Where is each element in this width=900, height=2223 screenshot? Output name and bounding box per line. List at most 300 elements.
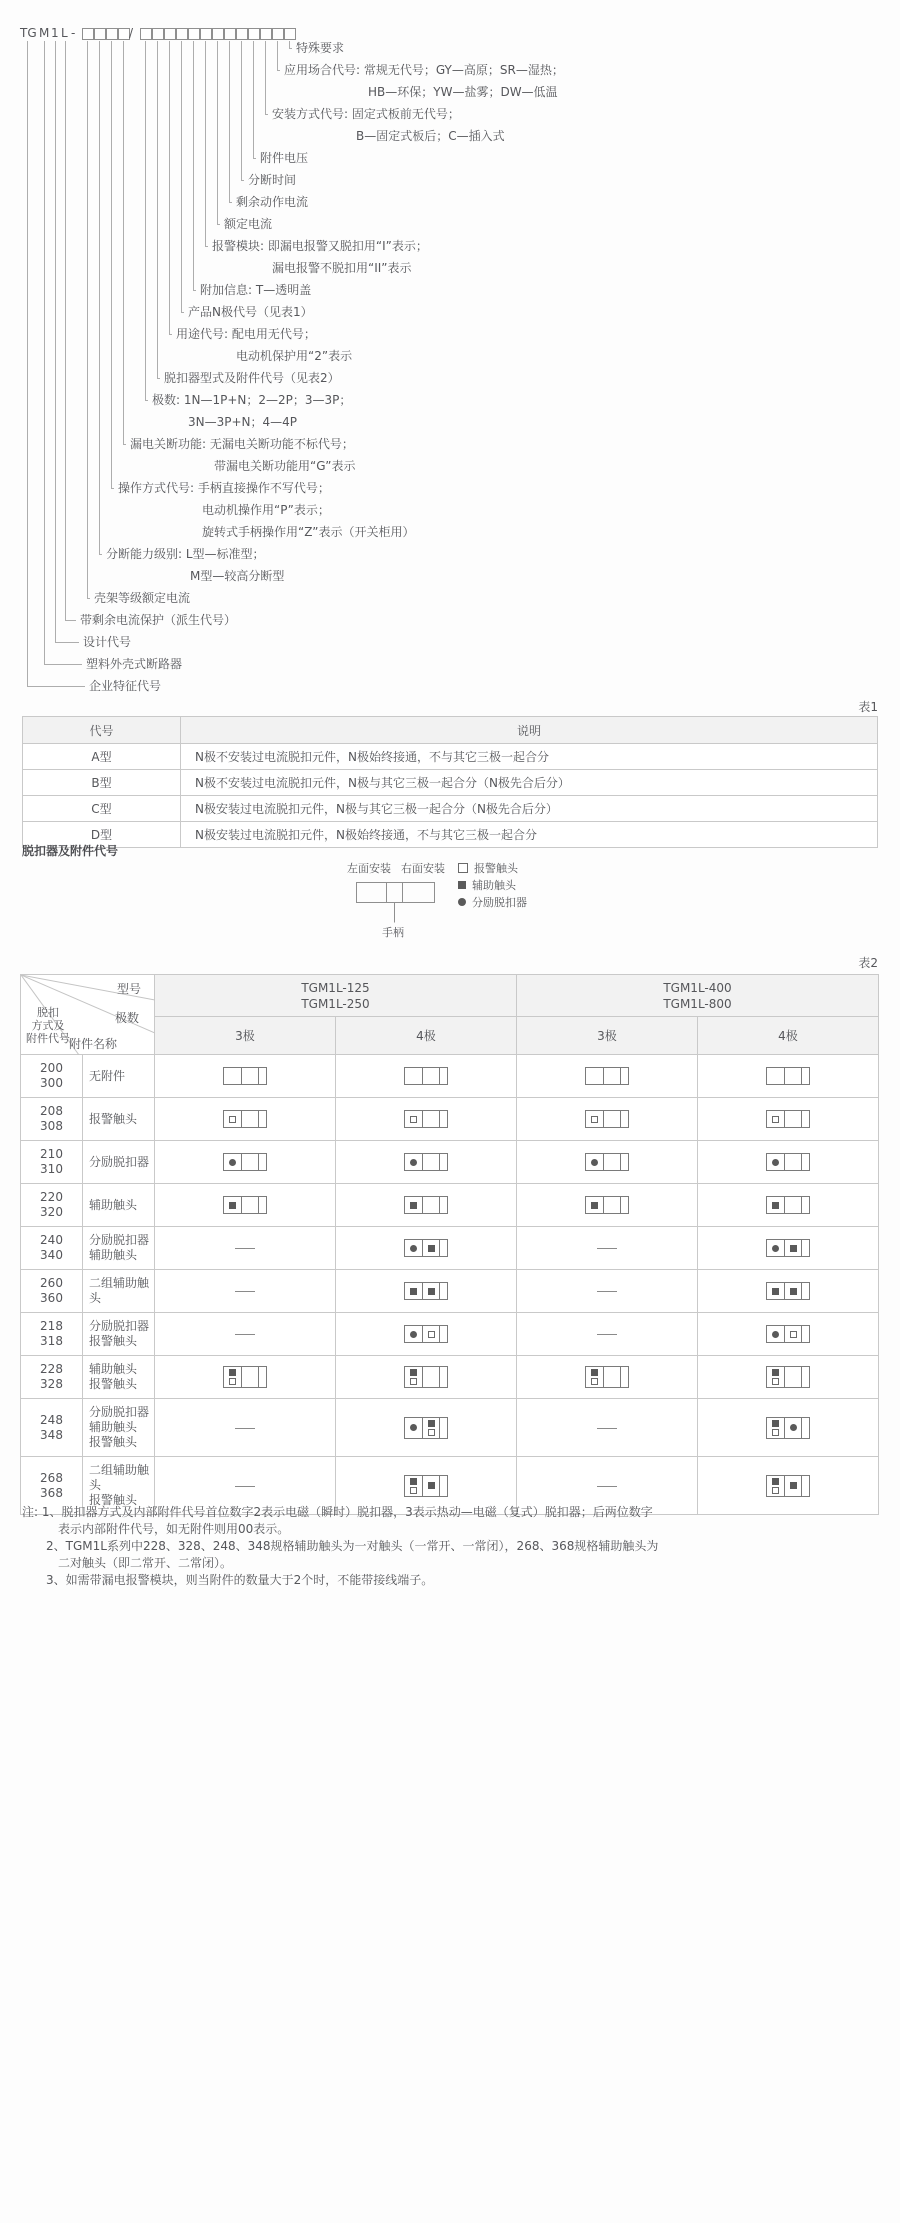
configuration-cell [336,1184,517,1227]
accessory-slot [767,1476,784,1496]
alarm-contact-mark [591,1378,598,1385]
alarm-contact-mark [790,1331,797,1338]
trip-accessory-codes: 220 320 [21,1184,83,1227]
prefix-symbol-1: 1 [51,26,59,40]
designation-label-special-requirements: 特殊要求 [296,41,345,55]
accessory-slot [405,1476,422,1496]
table2-row-200 [21,1055,879,1098]
shunt-release-mark [229,1159,236,1166]
pole-type-code: A型 [23,744,181,770]
handle-slot [439,1068,447,1084]
handle-slot [620,1154,628,1170]
handle-slot [801,1240,809,1256]
accessory-slot [767,1240,784,1256]
breaker-accessory-icon [766,1196,810,1214]
configuration-cell [155,1270,336,1313]
accessory-slot [422,1418,439,1438]
connector-line-additional-info [194,41,197,291]
accessory-slot [603,1367,620,1387]
accessory-slot [784,1326,801,1342]
handle-label: 手柄 [382,926,404,939]
breaker-accessory-icon [404,1325,448,1343]
breaker-accessory-icon [223,1366,267,1388]
aux-contact-mark [772,1369,779,1376]
accessory-slot [767,1283,784,1299]
accessory-slot [784,1476,801,1496]
handle-slot [439,1197,447,1213]
designation-label-release-type-code: 脱扣器型式及附件代号（见表2） [164,371,340,385]
accessory-slot [784,1197,801,1213]
alarm-contact-mark [229,1116,236,1123]
accessory-slot [422,1197,439,1213]
accessory-slot [422,1240,439,1256]
pole-type-code: C型 [23,796,181,822]
configuration-cell [517,1313,698,1356]
legend-label: 分励脱扣器 [472,895,527,909]
table2-row-208 [21,1098,879,1141]
configuration-cell [517,1399,698,1457]
handle-slot [801,1154,809,1170]
not-available-dash [235,1291,255,1292]
table1-row-D型 [23,822,878,848]
breaker-accessory-icon [766,1282,810,1300]
handle-drawing [348,878,444,928]
breaker-accessory-icon [766,1475,810,1497]
accessory-slot [241,1111,258,1127]
alarm-contact-mark [410,1378,417,1385]
code-box [140,28,152,40]
configuration-cell [336,1098,517,1141]
configuration-cell [336,1055,517,1098]
configuration-cell [517,1356,698,1399]
aux-contact-mark [428,1420,435,1427]
accessory-slot [422,1326,439,1342]
code-box [284,28,296,40]
designation-label-breaking-time: 分断时间 [248,173,297,187]
accessory-slot [586,1068,603,1084]
alarm-contact-mark [591,1116,598,1123]
pole-type-description: N极不安装过电流脱扣元件，N极与其它三极一起合分（N极先合后分） [181,770,878,796]
code-box [260,28,272,40]
table1-caption: 表1 [858,700,878,714]
table2-model-header-row [21,975,879,1017]
accessory-name: 辅助触头 [83,1184,155,1227]
code-box [212,28,224,40]
breaker-accessory-icon [404,1067,448,1085]
left-install-label: 左面安装 [347,862,391,875]
accessory-slot [784,1240,801,1256]
n-pole-type-table [22,716,878,848]
dash-separator: - [71,26,76,40]
aux-contact-mark [229,1369,236,1376]
code-box [106,28,118,40]
accessory-name: 无附件 [83,1055,155,1098]
connector-line-special-requirements [290,41,293,49]
alarm-contact-mark [229,1378,236,1385]
table2-row-260 [21,1270,879,1313]
designation-label-usage-code: 用途代号: 配电用无代号； 电动机保护用“2”表示 [176,327,353,363]
code-box [272,28,284,40]
designation-label-enterprise-code: 企业特征代号 [89,679,162,693]
aux-contact-mark [772,1288,779,1295]
connector-line-n-pole-code [182,41,185,313]
accessory-legend [458,859,527,910]
designation-label-breaking-capacity-grade: 分断能力级别: L型—标准型； M型—较高分断型 [106,547,285,583]
aux-contact-mark [790,1245,797,1252]
accessory-slot [224,1111,241,1127]
accessory-name: 分励脱扣器 辅助触头 [83,1227,155,1270]
accessory-slot [241,1154,258,1170]
configuration-cell [336,1356,517,1399]
configuration-cell [155,1356,336,1399]
breaker-accessory-icon [766,1366,810,1388]
connector-line-breaking-time [242,41,245,181]
model-group-header: TGM1L-400 TGM1L-800 [517,975,879,1017]
handle-slot [801,1367,809,1387]
handle-slot [620,1367,628,1387]
not-available-dash [597,1428,617,1429]
breaker-accessory-icon [404,1417,448,1439]
legend-item [458,859,527,876]
slash-separator: / [129,26,134,40]
table2-row-220 [21,1184,879,1227]
pole-count-header: 3极 [517,1017,698,1055]
configuration-cell [155,1184,336,1227]
aux-contact-mark [591,1202,598,1209]
table2-row-218 [21,1313,879,1356]
table2-row-240 [21,1227,879,1270]
code-box [224,28,236,40]
alarm-contact-mark [772,1116,779,1123]
accessory-slot [784,1418,801,1438]
aux-contact-mark [410,1478,417,1485]
configuration-cell [517,1098,698,1141]
designation-label-residual-operating-current: 剩余动作电流 [236,195,309,209]
corner-poles-label: 极数 [115,1011,140,1025]
legend-label: 报警触头 [474,861,518,875]
aux-contact-mark [591,1369,598,1376]
handle-slot [258,1068,266,1084]
connector-line-alarm-module [206,41,209,247]
designation-label-additional-info: 附加信息: T—透明盖 [200,283,312,297]
not-available-dash [597,1248,617,1249]
table2-corner-cell [21,975,155,1055]
breaker-accessory-icon [404,1196,448,1214]
install-position-labels [347,860,445,876]
dot-icon [458,898,466,906]
accessory-slot [767,1367,784,1387]
handle-slot [439,1111,447,1127]
accessory-slot [586,1367,603,1387]
shunt-release-mark [410,1245,417,1252]
trip-accessory-codes: 260 360 [21,1270,83,1313]
shunt-release-mark [772,1159,779,1166]
breaker-accessory-icon [766,1153,810,1171]
handle-slot [439,1154,447,1170]
filled-square-icon [458,881,466,889]
handle-slot [439,1283,447,1299]
not-available-dash [235,1486,255,1487]
corner-model-label: 型号 [117,982,142,996]
accessory-name: 报警触头 [83,1098,155,1141]
configuration-cell [155,1055,336,1098]
alarm-contact-mark [428,1331,435,1338]
code-box [236,28,248,40]
aux-contact-mark [790,1288,797,1295]
configuration-cell [155,1313,336,1356]
connector-line-residual-operating-current [230,41,233,203]
code-box [248,28,260,40]
accessory-slot [586,1197,603,1213]
accessory-slot [767,1068,784,1084]
configuration-cell [155,1141,336,1184]
table2-row-210 [21,1141,879,1184]
connector-line-breaking-capacity-grade [100,41,103,555]
handle-slot [801,1283,809,1299]
aux-contact-mark [772,1478,779,1485]
handle-slot [801,1418,809,1438]
accessory-slot [224,1154,241,1170]
handle-slot [258,1154,266,1170]
breaker-accessory-icon [223,1196,267,1214]
aux-contact-mark [790,1482,797,1489]
pole-count-header: 4极 [336,1017,517,1055]
alarm-contact-mark [772,1487,779,1494]
configuration-cell [517,1141,698,1184]
shunt-release-mark [591,1159,598,1166]
alarm-contact-mark [772,1429,779,1436]
connector-line-release-type-code [158,41,161,379]
handle-slot [439,1326,447,1342]
trip-accessory-codes: 228 328 [21,1356,83,1399]
connector-line-usage-code [170,41,173,335]
designation-label-mccb: 塑料外壳式断路器 [86,657,183,671]
handle-slot [801,1111,809,1127]
designation-label-leakage-switch-function: 漏电关断功能: 无漏电关断功能不标代号； 带漏电关断功能用“G”表示 [130,437,356,473]
accessory-slot [224,1367,241,1387]
designation-label-design-code: 设计代号 [83,635,132,649]
aux-contact-mark [410,1288,417,1295]
accessory-slot [241,1367,258,1387]
configuration-cell [155,1227,336,1270]
open-square-icon [458,863,468,873]
accessory-slot [784,1068,801,1084]
accessory-name: 二组辅助触头 [83,1270,155,1313]
code-box [94,28,106,40]
pole-type-code: D型 [23,822,181,848]
accessory-slot [405,1240,422,1256]
designation-label-frame-rated-current: 壳架等级额定电流 [94,591,191,605]
code-box [200,28,212,40]
pole-type-description: N极安装过电流脱扣元件，N极与其它三极一起合分（N极先合后分） [181,796,878,822]
prefix-symbol-M: M [39,26,50,40]
not-available-dash [597,1486,617,1487]
trip-accessory-codes: 210 310 [21,1141,83,1184]
aux-contact-mark [410,1202,417,1209]
code-box [82,28,94,40]
configuration-cell [336,1313,517,1356]
breaker-accessory-icon [223,1067,267,1085]
pole-type-description: N极安装过电流脱扣元件，N极始终接通，不与其它三极一起合分 [181,822,878,848]
configuration-cell [517,1270,698,1313]
accessory-slot [603,1111,620,1127]
designation-label-pole-number: 极数: 1N—1P+N；2—2P；3—3P； 3N—3P+N；4—4P [152,393,352,429]
accessory-slot [767,1418,784,1438]
accessory-slot [784,1154,801,1170]
accessory-name: 分励脱扣器 报警触头 [83,1313,155,1356]
trip-accessory-codes: 268 368 [21,1457,83,1515]
configuration-cell [698,1457,879,1515]
accessory-slot [422,1476,439,1496]
accessory-section-title: 脱扣器及附件代号 [22,844,119,858]
configuration-cell [336,1141,517,1184]
table1-header-row [23,717,878,744]
right-install-label: 右面安装 [401,862,445,875]
model-designation-diagram [0,0,900,710]
configuration-cell [698,1055,879,1098]
code-box [176,28,188,40]
table1-row-A型 [23,744,878,770]
table1-row-B型 [23,770,878,796]
configuration-cell [698,1184,879,1227]
breaker-accessory-icon [223,1153,267,1171]
designation-label-application-code: 应用场合代号: 常规无代号；GY—高原；SR—湿热； HB—环保；YW—盐雾；DW—低温 [284,63,564,99]
accessory-slot [603,1197,620,1213]
configuration-cell [698,1141,879,1184]
breaker-accessory-icon [404,1366,448,1388]
breaker-accessory-icon [585,1366,629,1388]
connector-line-pole-number [146,41,149,401]
configuration-cell [517,1227,698,1270]
accessory-slot [422,1068,439,1084]
aux-contact-mark [772,1420,779,1427]
handle-slot [439,1418,447,1438]
configuration-cell [698,1399,879,1457]
breaker-accessory-icon [223,1110,267,1128]
alarm-contact-mark [428,1429,435,1436]
breaker-accessory-icon [585,1067,629,1085]
aux-contact-mark [772,1202,779,1209]
breaker-accessory-icon [766,1239,810,1257]
handle-slot [620,1068,628,1084]
configuration-cell [155,1098,336,1141]
configuration-cell [517,1055,698,1098]
breaker-accessory-icon [404,1153,448,1171]
handle-slot [258,1197,266,1213]
accessory-name: 二组辅助触头 报警触头 [83,1457,155,1515]
accessory-slot [603,1068,620,1084]
table1-header-description: 说明 [181,717,878,744]
accessory-slot [586,1111,603,1127]
connector-line-frame-rated-current [88,41,91,599]
not-available-dash [597,1334,617,1335]
shunt-release-mark [410,1159,417,1166]
connector-line-mccb [45,41,83,665]
configuration-cell [155,1399,336,1457]
aux-contact-mark [229,1202,236,1209]
designation-label-n-pole-code: 产品N极代号（见表1） [188,305,313,319]
accessory-name: 分励脱扣器 辅助触头 报警触头 [83,1399,155,1457]
handle-slot [620,1111,628,1127]
table2-caption: 表2 [858,956,878,970]
trip-accessory-codes: 200 300 [21,1055,83,1098]
accessory-slot [405,1111,422,1127]
accessory-slot [767,1111,784,1127]
accessory-slot [586,1154,603,1170]
trip-accessory-codes: 240 340 [21,1227,83,1270]
pole-type-description: N极不安装过电流脱扣元件，N极始终接通，不与其它三极一起合分 [181,744,878,770]
breaker-accessory-icon [766,1067,810,1085]
table2-row-228 [21,1356,879,1399]
accessory-slot [405,1326,422,1342]
trip-accessory-codes: 208 308 [21,1098,83,1141]
configuration-cell [336,1399,517,1457]
connector-line-enterprise-code [28,41,86,687]
designation-label-alarm-module: 报警模块: 即漏电报警又脱扣用“I”表示； 漏电报警不脱扣用“II”表示 [212,239,428,275]
handle-slot [439,1240,447,1256]
accessory-slot [241,1068,258,1084]
designation-label-residual-current-protection: 带剩余电流保护（派生代号） [80,613,237,627]
corner-trip-mode-label: 脱扣 方式及 附件代号 [26,1006,70,1045]
code-box [152,28,164,40]
not-available-dash [235,1248,255,1249]
accessory-slot [224,1068,241,1084]
accessory-slot [603,1154,620,1170]
accessory-slot [767,1154,784,1170]
table1-header-code: 代号 [23,717,181,744]
connector-line-design-code [56,41,80,643]
model-group-header: TGM1L-125 TGM1L-250 [155,975,517,1017]
accessory-slot [422,1154,439,1170]
accessory-slot [405,1068,422,1084]
handle-slot [801,1068,809,1084]
corner-accessory-name-label: 附件名称 [69,1037,118,1051]
table2-row-248 [21,1399,879,1457]
legend-item [458,876,527,893]
connector-line-residual-current-protection [66,41,77,621]
pole-type-code: B型 [23,770,181,796]
alarm-contact-mark [410,1487,417,1494]
aux-contact-mark [428,1245,435,1252]
pole-count-header: 3极 [155,1017,336,1055]
accessory-slot [422,1111,439,1127]
breaker-accessory-icon [404,1475,448,1497]
connector-line-application-code [278,41,281,71]
handle-slot [439,1476,447,1496]
designation-label-operation-mode-code: 操作方式代号: 手柄直接操作不写代号； 电动机操作用“P”表示； 旋转式手柄操作用“Z”表示（开关柜用） [118,481,415,539]
breaker-accessory-icon [585,1153,629,1171]
shunt-release-mark [410,1424,417,1431]
alarm-contact-mark [410,1116,417,1123]
accessory-slot [784,1111,801,1127]
trip-accessory-codes: 248 348 [21,1399,83,1457]
aux-contact-mark [428,1288,435,1295]
accessory-slot [767,1326,784,1342]
prefix-symbol-L: L [61,26,68,40]
accessory-slot [241,1197,258,1213]
connector-line-leakage-switch-function [124,41,127,445]
configuration-cell [517,1184,698,1227]
configuration-cell [336,1227,517,1270]
configuration-cell [698,1313,879,1356]
handle-slot [620,1197,628,1213]
accessory-name: 分励脱扣器 [83,1141,155,1184]
breaker-accessory-icon [585,1196,629,1214]
breaker-accessory-icon [585,1110,629,1128]
accessory-slot [405,1283,422,1299]
designation-label-rated-current: 额定电流 [224,217,273,231]
not-available-dash [597,1291,617,1292]
